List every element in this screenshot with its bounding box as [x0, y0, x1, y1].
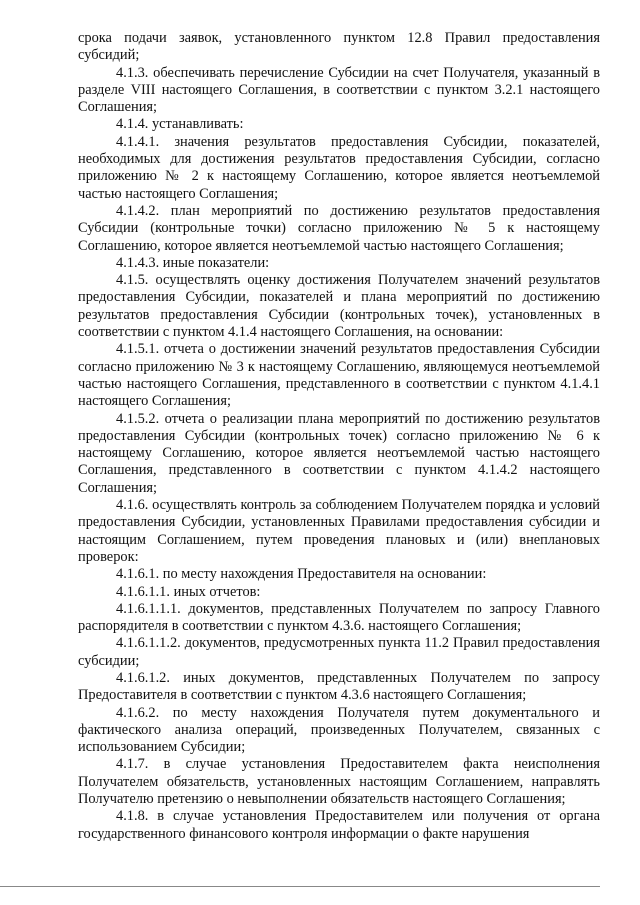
paragraph: 4.1.6. осуществлять контроль за соблюдением Получателем порядка и условий предоставления Субсидии, установленных Правилами предоставления субсидии и настоящим Соглашением, путем проведения плановых и (или) внеплановых проверок: — [78, 497, 600, 565]
paragraph: 4.1.6.1. по месту нахождения Предоставителя на основании: — [116, 566, 487, 583]
paragraph: 4.1.4.1. значения результатов предоставления Субсидии, показателей, необходимых для достижения результатов предоставления Субсидии, согласно приложению № 2 к настоящему Соглашению, которое является неотъемлемой частью настоящего Соглашения; — [78, 133, 600, 202]
paragraph: 4.1.5. осуществлять оценку достижения Получателем значений результатов предоставления Субсидии, показателей и плана мероприятий по достижению результатов предоставления Субсидии (контрольных точек), установленных в соответствии с пунктом 4.1.4 настоящего Соглашения, на основании: — [78, 272, 600, 341]
paragraph: 4.1.8. в случае установления Предоставителем или получения от органа государственного финансового контроля информации о факте нарушения — [78, 808, 600, 842]
paragraph: 4.1.4.2. план мероприятий по достижению результатов предоставления Субсидии (контрольные точки) согласно приложению № 5 к настоящему Соглашению, которое является неотъемлемой частью настоящего Соглашения; — [78, 202, 600, 254]
paragraph: 4.1.6.1.1.1. документов, представленных Получателем по запросу Главного распорядителя в соответствии с пунктом 4.3.6. настоящего Соглашения; — [78, 600, 600, 635]
paragraph: 4.1.6.1.2. иных документов, представленных Получателем по запросу Предоставителя в соответствии с пунктом 4.3.6 настоящего Соглашения; — [78, 669, 600, 704]
paragraph: 4.1.6.1.1. иных отчетов: — [116, 583, 261, 600]
paragraph: 4.1.5.2. отчета о реализации плана мероприятий по достижению результатов предоставления Субсидии (контрольных точек) согласно приложению № 6 к настоящему Соглашению, которое является неотъемлемой частью настоящего Соглашения, представленного в соответствии с пунктом 4.1.4.2 настоящего Соглашения; — [78, 410, 600, 496]
paragraph: 4.1.3. обеспечивать перечисление Субсидии на счет Получателя, указанный в разделе VIII настоящего Соглашения, в соответствии с пунктом 3.2.1 настоящего Соглашения; — [78, 64, 600, 116]
page-bottom-rule — [0, 886, 600, 887]
paragraph: 4.1.4. устанавливать: — [116, 116, 244, 133]
document-body — [78, 30, 600, 843]
paragraph: 4.1.7. в случае установления Предоставителем факта неисполнения Получателем обязательств, установленных настоящим Соглашением, направлять Получателю претензию о невыполнении обязательств настоящего Соглашения; — [78, 756, 600, 808]
paragraph: 4.1.4.3. иные показатели: — [116, 254, 270, 271]
paragraph: 4.1.6.2. по месту нахождения Получателя путем документального и фактического анализа операций, произведенных Получателем, связанных с использованием Субсидии; — [78, 704, 600, 756]
paragraph: 4.1.5.1. отчета о достижении значений результатов предоставления Субсидии согласно приложению № 3 к настоящему Соглашению, являющемуся неотъемлемой частью настоящего Соглашения, представленного в соответствии с пунктом 4.1.4.1 настоящего Соглашения; — [78, 341, 600, 410]
paragraph: 4.1.6.1.1.2. документов, предусмотренных пункта 11.2 Правил предоставления субсидии; — [78, 635, 600, 669]
paragraph: срока подачи заявок, установленного пунктом 12.8 Правил предоставления субсидий; — [78, 30, 600, 64]
